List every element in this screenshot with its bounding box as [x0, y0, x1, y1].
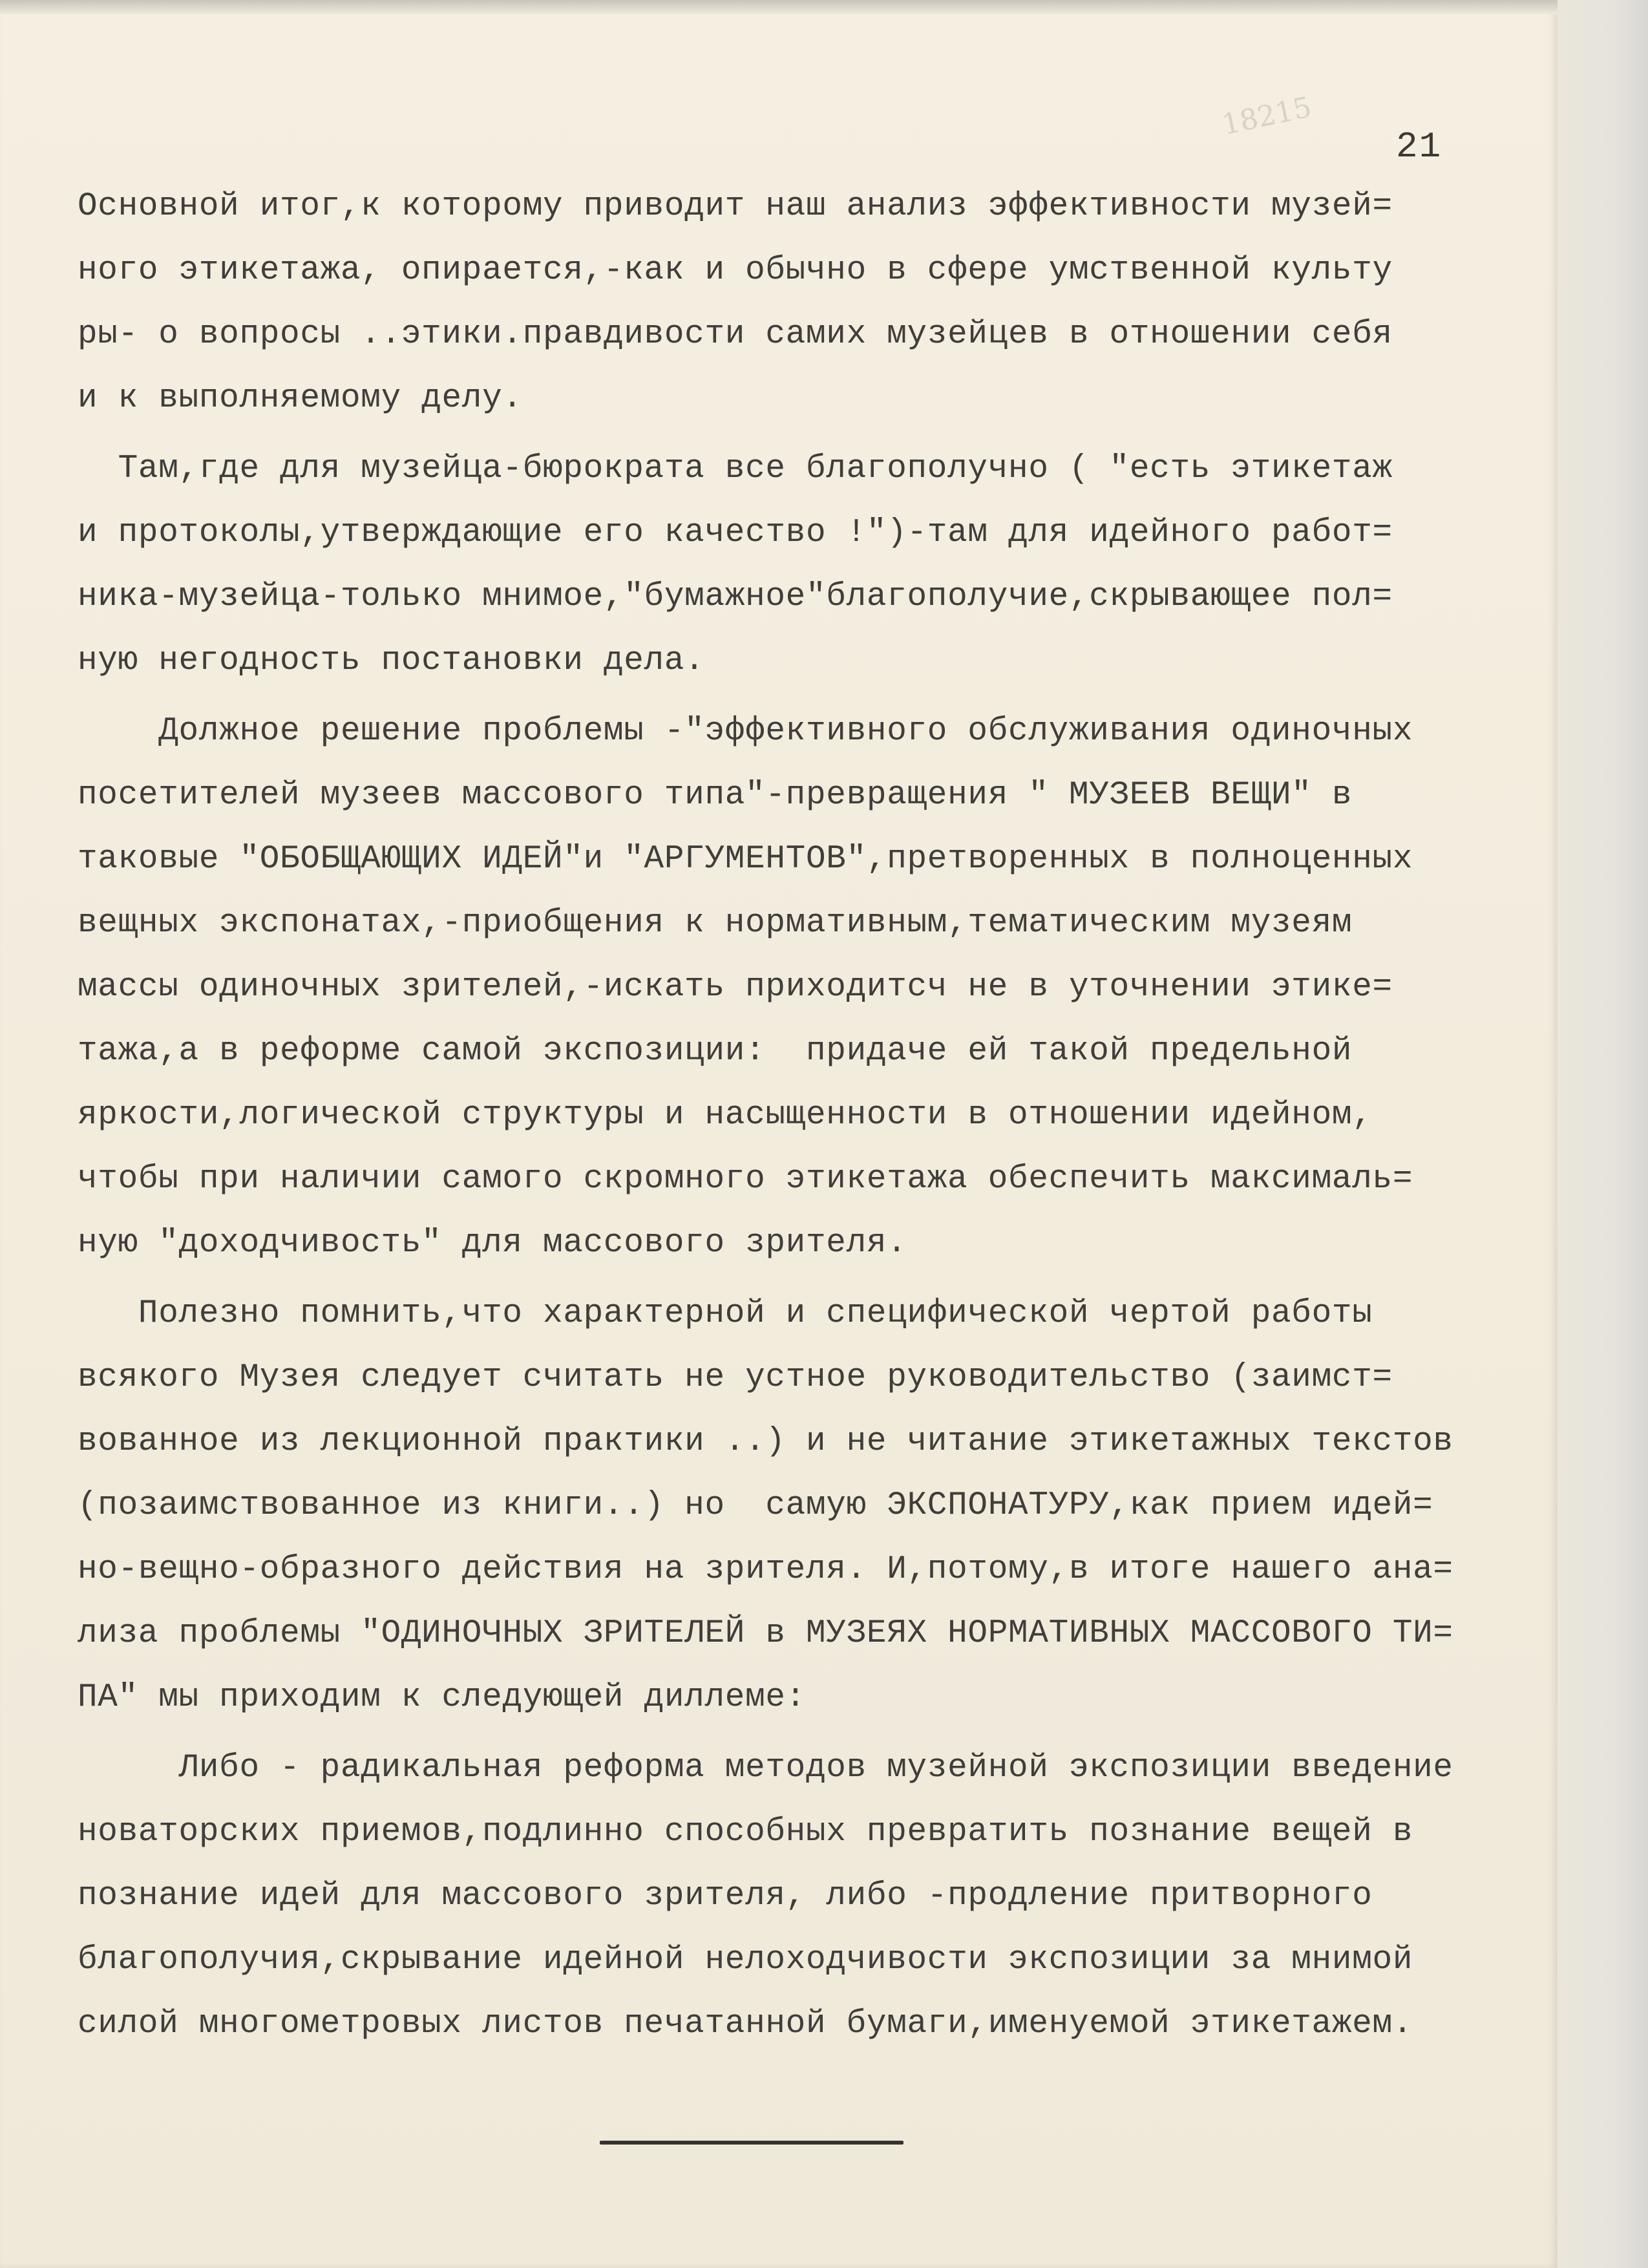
closing-rule — [600, 2141, 903, 2145]
paragraph-4 — [78, 1282, 1564, 1730]
paragraph-2 — [78, 437, 1564, 693]
text-line: Полезно помнить,что характерной и специфической чертой работы — [78, 1295, 1373, 1332]
typewritten-text — [78, 175, 1564, 2056]
text-line: благополучия,скрывание идейной нелоходчивости экспозиции за мнимой — [78, 1942, 1413, 1978]
text-line: и к выполняемому делу. — [78, 380, 523, 417]
text-line: и протоколы,утверждающие его качество !")-там для идейного работ= — [78, 514, 1393, 551]
text-line: массы одиночных зрителей,-искать приходитсч не в уточнении этике= — [78, 969, 1393, 1006]
text-line: Там,где для музейца-бюрократа все благополучно ( "есть этикетаж — [78, 450, 1393, 487]
text-line: ного этикетажа, опирается,-как и обычно в сфере умственной культу — [78, 252, 1393, 289]
paragraph-5 — [78, 1736, 1564, 2056]
paper-top-edge — [0, 0, 1558, 14]
pencil-annotation: 18215 — [1219, 90, 1315, 142]
text-line: ПА" мы приходим к следующей диллеме: — [78, 1679, 806, 1716]
text-line: всякого Музея следует считать не устное руководительство (заимст= — [78, 1359, 1393, 1396]
text-line: тажа,а в реформе самой экспозиции: придаче ей такой предельной — [78, 1033, 1353, 1070]
text-line: ную негодность постановки дела. — [78, 642, 705, 679]
scan-margin — [1558, 0, 1648, 2268]
text-line: ную "доходчивость" для массового зрителя. — [78, 1225, 907, 1262]
text-line: ника-музейца-только мнимое,"бумажное"благополучие,скрывающее пол= — [78, 578, 1393, 615]
text-line: таковые "ОБОБЩАЮЩИХ ИДЕЙ"и "АРГУМЕНТОВ",претворенных в полноценных — [78, 841, 1413, 878]
text-line: Должное решение проблемы -"эффективного обслуживания одиночных — [78, 713, 1413, 750]
text-line: посетителей музеев массового типа"-превращения " МУЗЕЕВ ВЕЩИ" в — [78, 777, 1353, 814]
page-number: 21 — [1396, 126, 1442, 167]
text-line: яркости,логической структуры и насыщенности в отношении идейном, — [78, 1097, 1373, 1134]
text-line: Основной итог,к которому приводит наш анализ эффективности музей= — [78, 188, 1393, 225]
paragraph-3 — [78, 699, 1564, 1275]
paragraph-1 — [78, 175, 1564, 430]
text-line: вещных экспонатах,-приобщения к нормативным,тематическим музеям — [78, 905, 1353, 942]
text-line: ры- о вопросы ..этики.правдивости самих музейцев в отношении себя — [78, 316, 1393, 353]
text-line: познание идей для массового зрителя, либо -продление притворного — [78, 1878, 1373, 1914]
text-line: силой многометровых листов печатанной бумаги,именуемой этикетажем. — [78, 2006, 1413, 2042]
text-line: но-вещно-образного действия на зрителя. И,потому,в итоге нашего ана= — [78, 1551, 1453, 1588]
text-line: Либо - радикальная реформа методов музейной экспозиции введение — [78, 1750, 1453, 1786]
text-line: (позаимствованное из книги..) но самую ЭКСПОНАТУРУ,как прием идей= — [78, 1487, 1433, 1524]
text-line: чтобы при наличии самого скромного этикетажа обеспечить максималь= — [78, 1161, 1413, 1198]
text-line: лиза проблемы "ОДИНОЧНЫХ ЗРИТЕЛЕЙ в МУЗЕЯХ НОРМАТИВНЫХ МАССОВОГО ТИ= — [78, 1615, 1453, 1652]
text-line: новаторских приемов,подлинно способных превратить познание вещей в — [78, 1814, 1413, 1850]
text-line: вованное из лекционной практики ..) и не читание этикетажных текстов — [78, 1423, 1453, 1460]
